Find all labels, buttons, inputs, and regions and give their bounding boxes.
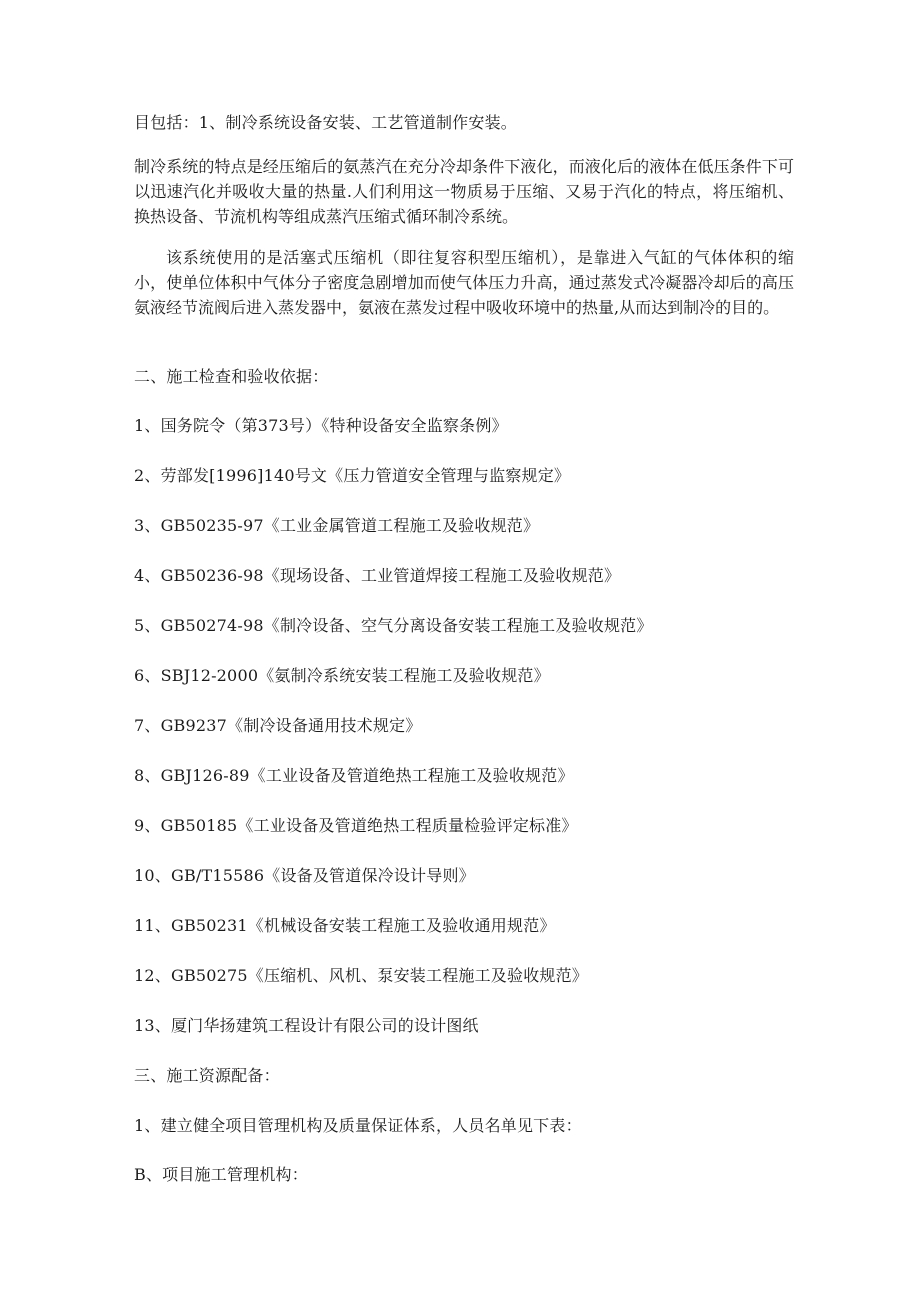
- scope-line: 目包括：1、制冷系统设备安装、工艺管道制作安装。: [134, 113, 517, 132]
- standard-item: 7、GB9237《制冷设备通用技术规定》: [134, 716, 422, 735]
- compressor-paragraph: 该系统使用的是活塞式压缩机（即往复容积型压缩机），是靠进入气缸的气体体积的缩小，使单位体积中气体分子密度急剧增加而使气体压力升高，通过蒸发式冷凝器冷却后的高压氨液经节流阀后进入蒸发器中，氨液在蒸发过程中吸收环境中的热量,从而达到制冷的目的。: [134, 248, 794, 317]
- standard-item: 8、GBJ126-89《工业设备及管道绝热工程施工及验收规范》: [134, 766, 574, 785]
- standard-item: 2、劳部发[1996]140号文《压力管道安全管理与监察规定》: [134, 466, 571, 485]
- standard-item: 3、GB50235-97《工业金属管道工程施工及验收规范》: [134, 516, 540, 535]
- system-feature-paragraph: 制冷系统的特点是经压缩后的氨蒸汽在充分冷却条件下液化，而液化后的液体在低压条件下可以迅速汽化并吸收大量的热量.人们利用这一物质易于压缩、又易于汽化的特点，将压缩机、换热设备、节流机构等组成蒸汽压缩式循环制冷系统。: [134, 157, 794, 226]
- resource-subheading: B、项目施工管理机构：: [134, 1165, 308, 1184]
- standard-item: 1、国务院令（第373号）《特种设备安全监察条例》: [134, 416, 508, 435]
- standard-item: 6、SBJ12-2000《氨制冷系统安装工程施工及验收规范》: [134, 666, 550, 685]
- standard-item: 11、GB50231《机械设备安装工程施工及验收通用规范》: [134, 916, 556, 935]
- standard-item: 12、GB50275《压缩机、风机、泵安装工程施工及验收规范》: [134, 966, 588, 985]
- section-heading-inspection: 二、施工检查和验收依据：: [134, 367, 329, 386]
- standard-item: 4、GB50236-98《现场设备、工业管道焊接工程施工及验收规范》: [134, 566, 621, 585]
- standard-item: 5、GB50274-98《制冷设备、空气分离设备安装工程施工及验收规范》: [134, 616, 653, 635]
- section-heading-resources: 三、施工资源配备：: [134, 1066, 280, 1085]
- resource-item: 1、建立健全项目管理机构及质量保证体系，人员名单见下表：: [134, 1116, 582, 1135]
- standard-item: 13、厦门华扬建筑工程设计有限公司的设计图纸: [134, 1016, 479, 1035]
- standard-item: 9、GB50185《工业设备及管道绝热工程质量检验评定标准》: [134, 816, 578, 835]
- standard-item: 10、GB/T15586《设备及管道保冷设计导则》: [134, 866, 475, 885]
